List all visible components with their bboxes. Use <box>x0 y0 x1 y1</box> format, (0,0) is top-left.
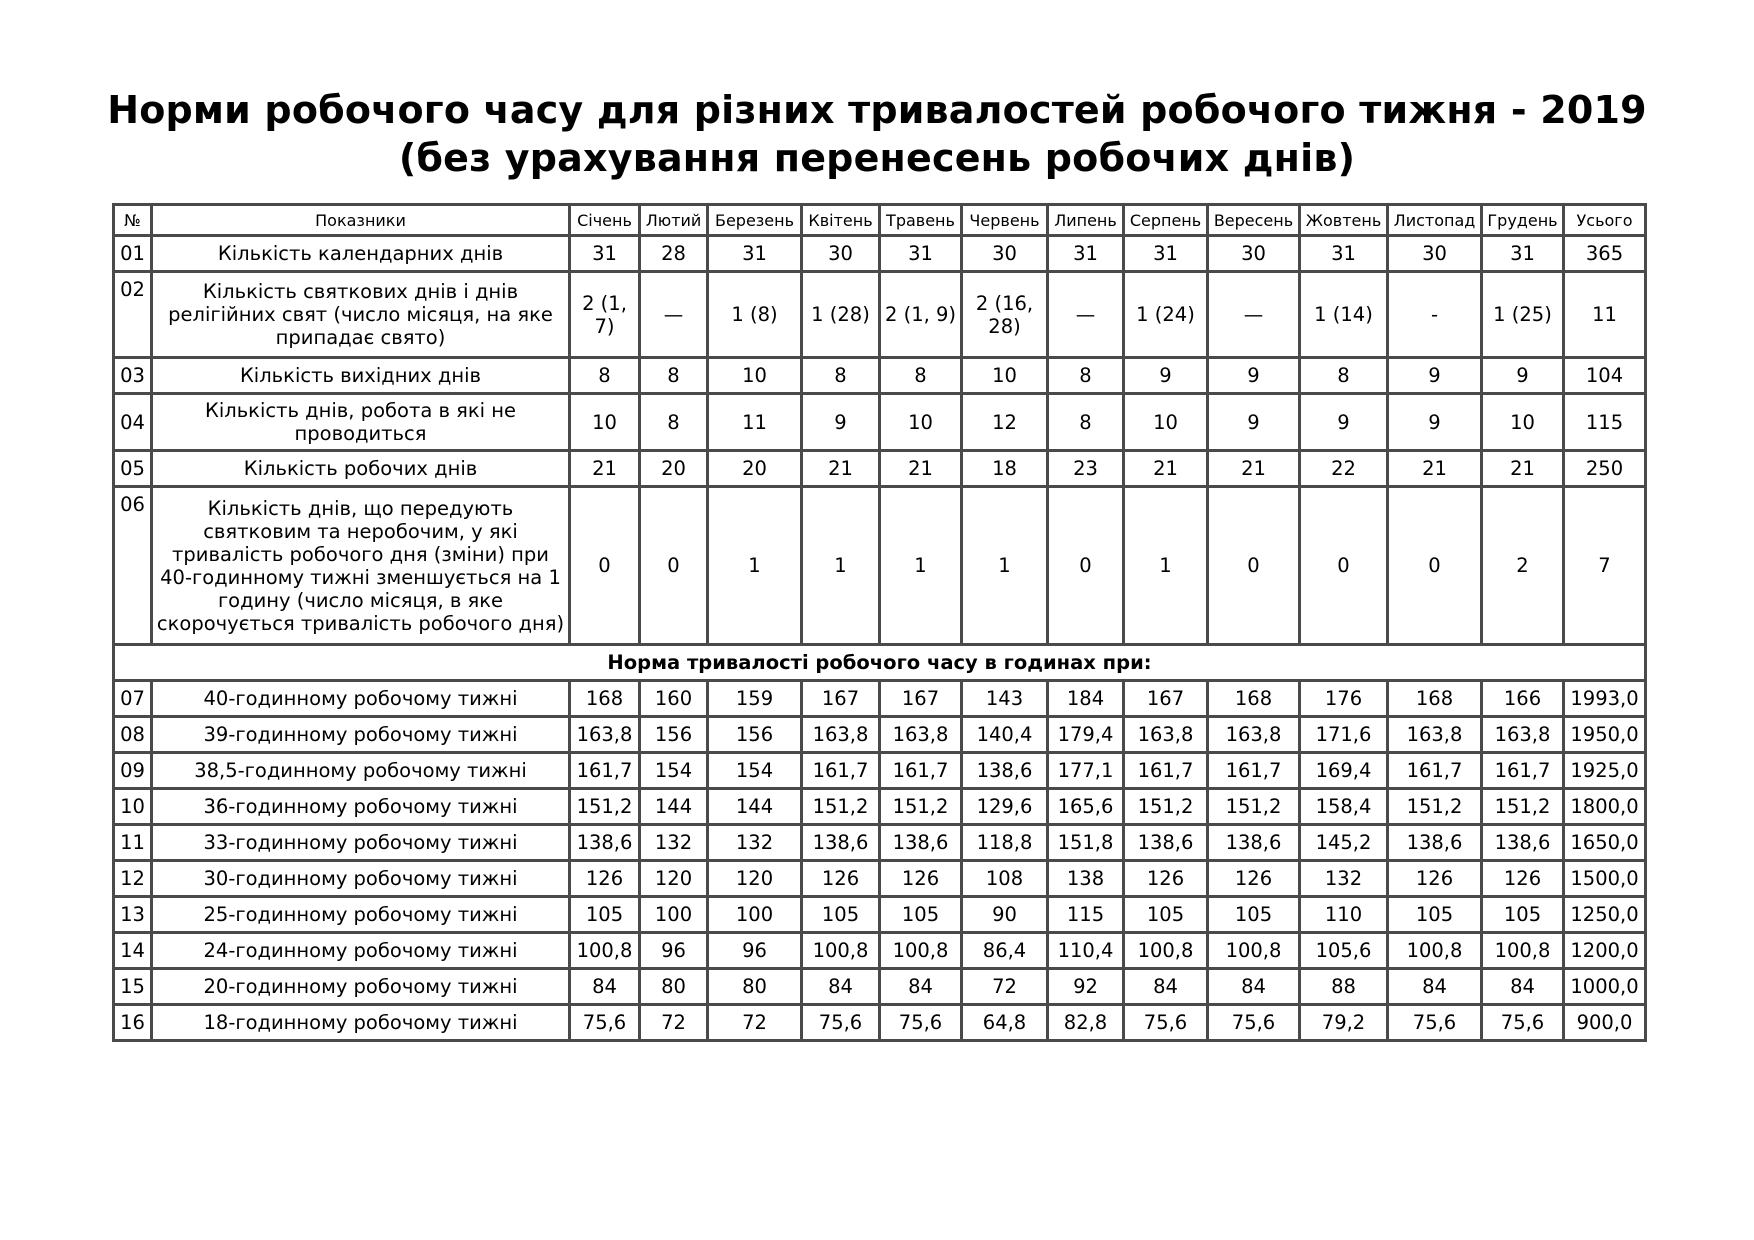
table-cell: 21 <box>570 451 640 487</box>
table-cell: 167 <box>1124 681 1208 717</box>
table-cell: 138,6 <box>570 825 640 861</box>
table-cell: 30 <box>1388 236 1482 272</box>
table-cell: 120 <box>640 861 708 897</box>
row-number: 09 <box>114 753 152 789</box>
table-cell: 84 <box>1208 969 1300 1005</box>
table-cell: 132 <box>1300 861 1388 897</box>
table-cell: 100,8 <box>880 933 962 969</box>
table-cell: 0 <box>570 487 640 645</box>
table-cell: 72 <box>962 969 1048 1005</box>
header-month: Жовтень <box>1300 205 1388 236</box>
table-cell: 75,6 <box>802 1005 880 1041</box>
table-cell-total: 1925,0 <box>1564 753 1646 789</box>
table-cell: 31 <box>1124 236 1208 272</box>
row-label: Кількість днів, робота в які не проводиться <box>152 394 570 451</box>
table-cell: 126 <box>1388 861 1482 897</box>
table-row <box>114 897 1646 933</box>
table-cell: 115 <box>1048 897 1124 933</box>
table-cell: 22 <box>1300 451 1388 487</box>
row-number: 01 <box>114 236 152 272</box>
table-cell: 126 <box>1124 861 1208 897</box>
table-cell: 132 <box>640 825 708 861</box>
table-cell: 75,6 <box>1124 1005 1208 1041</box>
table-row <box>114 933 1646 969</box>
table-cell: 163,8 <box>1482 717 1564 753</box>
row-number: 11 <box>114 825 152 861</box>
table-cell: 105 <box>802 897 880 933</box>
table-cell: 100,8 <box>1388 933 1482 969</box>
table-cell: 8 <box>880 358 962 394</box>
table-cell: 100,8 <box>1208 933 1300 969</box>
header-month: Березень <box>708 205 802 236</box>
table-cell: 100 <box>640 897 708 933</box>
table-cell: 11 <box>708 394 802 451</box>
row-label: Кількість днів, що передують святковим та неробочим, у які тривалість робочого дня (зміни) при 40-годинному тижні зменшується на 1 годину (число місяця, в яке скорочується тривалість робочого дня) <box>152 487 570 645</box>
header-month: Грудень <box>1482 205 1564 236</box>
table-cell: 21 <box>1388 451 1482 487</box>
table-cell: 75,6 <box>570 1005 640 1041</box>
table-cell-total: 365 <box>1564 236 1646 272</box>
row-number: 08 <box>114 717 152 753</box>
table-cell: 0 <box>1208 487 1300 645</box>
table-cell: 151,2 <box>1388 789 1482 825</box>
table-cell: 184 <box>1048 681 1124 717</box>
row-label: Кількість вихідних днів <box>152 358 570 394</box>
table-cell: 169,4 <box>1300 753 1388 789</box>
table-cell: 31 <box>708 236 802 272</box>
row-number: 04 <box>114 394 152 451</box>
table-cell: 9 <box>802 394 880 451</box>
table-cell: 161,7 <box>880 753 962 789</box>
table-cell: 126 <box>570 861 640 897</box>
table-cell: 8 <box>1300 358 1388 394</box>
table-cell: — <box>640 272 708 358</box>
table-cell: 10 <box>1124 394 1208 451</box>
table-cell: 79,2 <box>1300 1005 1388 1041</box>
table-cell: 143 <box>962 681 1048 717</box>
table-cell: 8 <box>1048 358 1124 394</box>
table-row <box>114 272 1646 358</box>
row-label: Кількість робочих днів <box>152 451 570 487</box>
table-cell-total: 250 <box>1564 451 1646 487</box>
table-cell: 159 <box>708 681 802 717</box>
table-cell: 1 <box>880 487 962 645</box>
table-cell: 1 <box>962 487 1048 645</box>
table-row <box>114 451 1646 487</box>
table-cell: 161,7 <box>570 753 640 789</box>
table-cell: 108 <box>962 861 1048 897</box>
table-cell-total: 1250,0 <box>1564 897 1646 933</box>
table-cell: 168 <box>1388 681 1482 717</box>
hour-rows <box>114 681 1646 1041</box>
table-cell: 88 <box>1300 969 1388 1005</box>
table-cell: 168 <box>1208 681 1300 717</box>
table-cell: 163,8 <box>1208 717 1300 753</box>
header-num: № <box>114 205 152 236</box>
table-cell: 28 <box>640 236 708 272</box>
table-cell: 163,8 <box>880 717 962 753</box>
table-cell: 75,6 <box>1482 1005 1564 1041</box>
table-cell: 110,4 <box>1048 933 1124 969</box>
table-cell: 23 <box>1048 451 1124 487</box>
table-cell: 30 <box>802 236 880 272</box>
row-number: 15 <box>114 969 152 1005</box>
table-cell: 100,8 <box>802 933 880 969</box>
table-row <box>114 394 1646 451</box>
table-cell: 12 <box>962 394 1048 451</box>
header-month: Вересень <box>1208 205 1300 236</box>
table-cell: 132 <box>708 825 802 861</box>
table-cell: 105 <box>880 897 962 933</box>
table-cell: 154 <box>640 753 708 789</box>
table-cell: 163,8 <box>1388 717 1482 753</box>
table-cell: 72 <box>708 1005 802 1041</box>
table-cell: 138,6 <box>1124 825 1208 861</box>
table-cell: 92 <box>1048 969 1124 1005</box>
header-month: Серпень <box>1124 205 1208 236</box>
table-row <box>114 1005 1646 1041</box>
row-number: 13 <box>114 897 152 933</box>
row-label: 30-годинному робочому тижні <box>152 861 570 897</box>
table-cell: 1 (25) <box>1482 272 1564 358</box>
table-cell: 151,8 <box>1048 825 1124 861</box>
table-cell: 21 <box>802 451 880 487</box>
table-cell: 165,6 <box>1048 789 1124 825</box>
table-cell: 96 <box>708 933 802 969</box>
row-number: 16 <box>114 1005 152 1041</box>
header-month: Листопад <box>1388 205 1482 236</box>
table-cell: 100 <box>708 897 802 933</box>
table-cell: 1 (28) <box>802 272 880 358</box>
table-cell: 2 (16, 28) <box>962 272 1048 358</box>
table-cell: 20 <box>708 451 802 487</box>
table-cell: 151,2 <box>1124 789 1208 825</box>
table-row <box>114 487 1646 645</box>
table-cell: 156 <box>640 717 708 753</box>
table-cell: 105 <box>1482 897 1564 933</box>
table-cell: 0 <box>1300 487 1388 645</box>
table-cell: 9 <box>1208 394 1300 451</box>
table-cell: 160 <box>640 681 708 717</box>
table-cell: 158,4 <box>1300 789 1388 825</box>
table-cell: 1 <box>802 487 880 645</box>
table-cell: 151,2 <box>880 789 962 825</box>
table-cell: 31 <box>570 236 640 272</box>
table-cell: 21 <box>1124 451 1208 487</box>
table-cell: 100,8 <box>570 933 640 969</box>
table-cell: 75,6 <box>880 1005 962 1041</box>
table-cell: 138,6 <box>962 753 1048 789</box>
table-cell: 0 <box>1048 487 1124 645</box>
table-row <box>114 236 1646 272</box>
row-label: 20-годинному робочому тижні <box>152 969 570 1005</box>
table-cell-total: 104 <box>1564 358 1646 394</box>
table-cell: 75,6 <box>1388 1005 1482 1041</box>
table-cell: 10 <box>962 358 1048 394</box>
table-cell: 100,8 <box>1482 933 1564 969</box>
table-cell: 163,8 <box>802 717 880 753</box>
table-cell: 144 <box>708 789 802 825</box>
table-cell: 138,6 <box>802 825 880 861</box>
table-cell: 75,6 <box>1208 1005 1300 1041</box>
table-cell: 145,2 <box>1300 825 1388 861</box>
section-row <box>114 645 1646 681</box>
table-cell: 10 <box>880 394 962 451</box>
table-cell: 151,2 <box>1482 789 1564 825</box>
row-label: 36-годинному робочому тижні <box>152 789 570 825</box>
table-row <box>114 825 1646 861</box>
header-month: Січень <box>570 205 640 236</box>
header-month: Липень <box>1048 205 1124 236</box>
table-header-row <box>114 205 1646 236</box>
table-row <box>114 789 1646 825</box>
table-cell: 177,1 <box>1048 753 1124 789</box>
table-cell: 163,8 <box>1124 717 1208 753</box>
table-cell: 8 <box>640 394 708 451</box>
row-number: 02 <box>114 272 152 358</box>
table-cell: 10 <box>570 394 640 451</box>
header-indicators: Показники <box>152 205 570 236</box>
row-number: 03 <box>114 358 152 394</box>
table-cell: 64,8 <box>962 1005 1048 1041</box>
row-label: 33-годинному робочому тижні <box>152 825 570 861</box>
table-cell: 82,8 <box>1048 1005 1124 1041</box>
table-cell: 110 <box>1300 897 1388 933</box>
table-cell: 0 <box>640 487 708 645</box>
table-cell: 118,8 <box>962 825 1048 861</box>
table-cell: 9 <box>1388 358 1482 394</box>
table-cell: 31 <box>1300 236 1388 272</box>
table-row <box>114 969 1646 1005</box>
table-cell: 176 <box>1300 681 1388 717</box>
table-row <box>114 681 1646 717</box>
header-month: Лютий <box>640 205 708 236</box>
table-cell: 126 <box>880 861 962 897</box>
table-cell: 1 (8) <box>708 272 802 358</box>
table-cell: 10 <box>1482 394 1564 451</box>
table-cell: 151,2 <box>1208 789 1300 825</box>
table-cell: 100,8 <box>1124 933 1208 969</box>
table-cell: — <box>1048 272 1124 358</box>
table-cell: 105,6 <box>1300 933 1388 969</box>
table-cell: 84 <box>1482 969 1564 1005</box>
work-hours-table <box>112 203 1647 1042</box>
header-month: Червень <box>962 205 1048 236</box>
table-cell: 171,6 <box>1300 717 1388 753</box>
table-cell: 163,8 <box>570 717 640 753</box>
table-cell: 21 <box>1208 451 1300 487</box>
table-cell: 9 <box>1300 394 1388 451</box>
table-row <box>114 358 1646 394</box>
table-cell: 1 <box>1124 487 1208 645</box>
table-cell: 10 <box>708 358 802 394</box>
table-cell: 1 (14) <box>1300 272 1388 358</box>
table-cell: 21 <box>1482 451 1564 487</box>
table-cell: 2 (1, 7) <box>570 272 640 358</box>
row-label: 39-годинному робочому тижні <box>152 717 570 753</box>
table-cell: 9 <box>1124 358 1208 394</box>
table-cell: 138,6 <box>880 825 962 861</box>
row-number: 07 <box>114 681 152 717</box>
table-cell: 144 <box>640 789 708 825</box>
table-cell: 154 <box>708 753 802 789</box>
header-total: Усього <box>1564 205 1646 236</box>
page-title <box>0 86 1754 182</box>
row-label: Кількість календарних днів <box>152 236 570 272</box>
table-cell: 9 <box>1388 394 1482 451</box>
table-cell: 105 <box>1388 897 1482 933</box>
table-cell: 1 (24) <box>1124 272 1208 358</box>
row-label: 38,5-годинному робочому тижні <box>152 753 570 789</box>
table-cell: 80 <box>640 969 708 1005</box>
table-cell: 84 <box>570 969 640 1005</box>
table-cell: 161,7 <box>1124 753 1208 789</box>
table-cell-total: 115 <box>1564 394 1646 451</box>
table-cell: 31 <box>1482 236 1564 272</box>
row-number: 05 <box>114 451 152 487</box>
table-cell: 168 <box>570 681 640 717</box>
table-cell: 30 <box>962 236 1048 272</box>
table-cell: 8 <box>640 358 708 394</box>
table-cell-total: 1993,0 <box>1564 681 1646 717</box>
row-label: 25-годинному робочому тижні <box>152 897 570 933</box>
table-cell: 84 <box>1388 969 1482 1005</box>
table-cell: 8 <box>570 358 640 394</box>
table-row <box>114 861 1646 897</box>
table-row <box>114 717 1646 753</box>
table-cell: 151,2 <box>570 789 640 825</box>
table-cell-total: 1000,0 <box>1564 969 1646 1005</box>
table-cell-total: 1200,0 <box>1564 933 1646 969</box>
table-cell: 20 <box>640 451 708 487</box>
table-cell: 84 <box>880 969 962 1005</box>
table-cell: 151,2 <box>802 789 880 825</box>
table-cell: 138 <box>1048 861 1124 897</box>
table-cell-total: 1800,0 <box>1564 789 1646 825</box>
table-cell: 8 <box>1048 394 1124 451</box>
table-cell: 8 <box>802 358 880 394</box>
table-cell: 161,7 <box>1388 753 1482 789</box>
table-cell: 80 <box>708 969 802 1005</box>
table-cell: 138,6 <box>1388 825 1482 861</box>
table-cell: 31 <box>880 236 962 272</box>
table-cell: 126 <box>1208 861 1300 897</box>
page-title-line-2: (без урахування перенесень робочих днів) <box>398 136 1356 180</box>
table-cell: 105 <box>1208 897 1300 933</box>
table-cell: 166 <box>1482 681 1564 717</box>
table-cell: 1 <box>708 487 802 645</box>
table-cell: 140,4 <box>962 717 1048 753</box>
table-cell: 72 <box>640 1005 708 1041</box>
table-cell: 9 <box>1208 358 1300 394</box>
table-cell: 138,6 <box>1482 825 1564 861</box>
row-number: 06 <box>114 487 152 645</box>
table-cell: 161,7 <box>802 753 880 789</box>
table-cell: 21 <box>880 451 962 487</box>
table-cell: 18 <box>962 451 1048 487</box>
table-cell-total: 1950,0 <box>1564 717 1646 753</box>
table-cell: 31 <box>1048 236 1124 272</box>
table-cell: 84 <box>802 969 880 1005</box>
table-cell: 179,4 <box>1048 717 1124 753</box>
table-cell: — <box>1208 272 1300 358</box>
header-month: Квітень <box>802 205 880 236</box>
header-month: Травень <box>880 205 962 236</box>
table-cell: 96 <box>640 933 708 969</box>
table-cell: 161,7 <box>1482 753 1564 789</box>
table-cell: 30 <box>1208 236 1300 272</box>
table-cell: 126 <box>802 861 880 897</box>
table-cell: 90 <box>962 897 1048 933</box>
table-cell: 120 <box>708 861 802 897</box>
table-cell: 86,4 <box>962 933 1048 969</box>
table-cell-total: 11 <box>1564 272 1646 358</box>
row-number: 12 <box>114 861 152 897</box>
row-label: Кількість святкових днів і днів релігійних свят (число місяця, на яке припадає свято) <box>152 272 570 358</box>
table-cell: 167 <box>880 681 962 717</box>
row-label: 24-годинному робочому тижні <box>152 933 570 969</box>
row-number: 10 <box>114 789 152 825</box>
table-cell: 138,6 <box>1208 825 1300 861</box>
page-title-line-1: Норми робочого часу для різних тривалостей робочого тижня - 2019 <box>107 88 1647 132</box>
table-cell: 156 <box>708 717 802 753</box>
table-cell: 2 <box>1482 487 1564 645</box>
table-cell: 126 <box>1482 861 1564 897</box>
table-cell-total: 900,0 <box>1564 1005 1646 1041</box>
table-cell: 2 (1, 9) <box>880 272 962 358</box>
table-cell: 105 <box>570 897 640 933</box>
table-cell: 84 <box>1124 969 1208 1005</box>
table-cell: 167 <box>802 681 880 717</box>
table-cell: 161,7 <box>1208 753 1300 789</box>
table-row <box>114 753 1646 789</box>
table-cell: - <box>1388 272 1482 358</box>
table-cell-total: 1500,0 <box>1564 861 1646 897</box>
table-cell: 105 <box>1124 897 1208 933</box>
table-cell: 0 <box>1388 487 1482 645</box>
table-cell-total: 7 <box>1564 487 1646 645</box>
row-label: 18-годинному робочому тижні <box>152 1005 570 1041</box>
section-title: Норма тривалості робочого часу в годинах при: <box>114 645 1646 681</box>
row-label: 40-годинному робочому тижні <box>152 681 570 717</box>
table-cell: 9 <box>1482 358 1564 394</box>
table-cell-total: 1650,0 <box>1564 825 1646 861</box>
table-cell: 129,6 <box>962 789 1048 825</box>
row-number: 14 <box>114 933 152 969</box>
